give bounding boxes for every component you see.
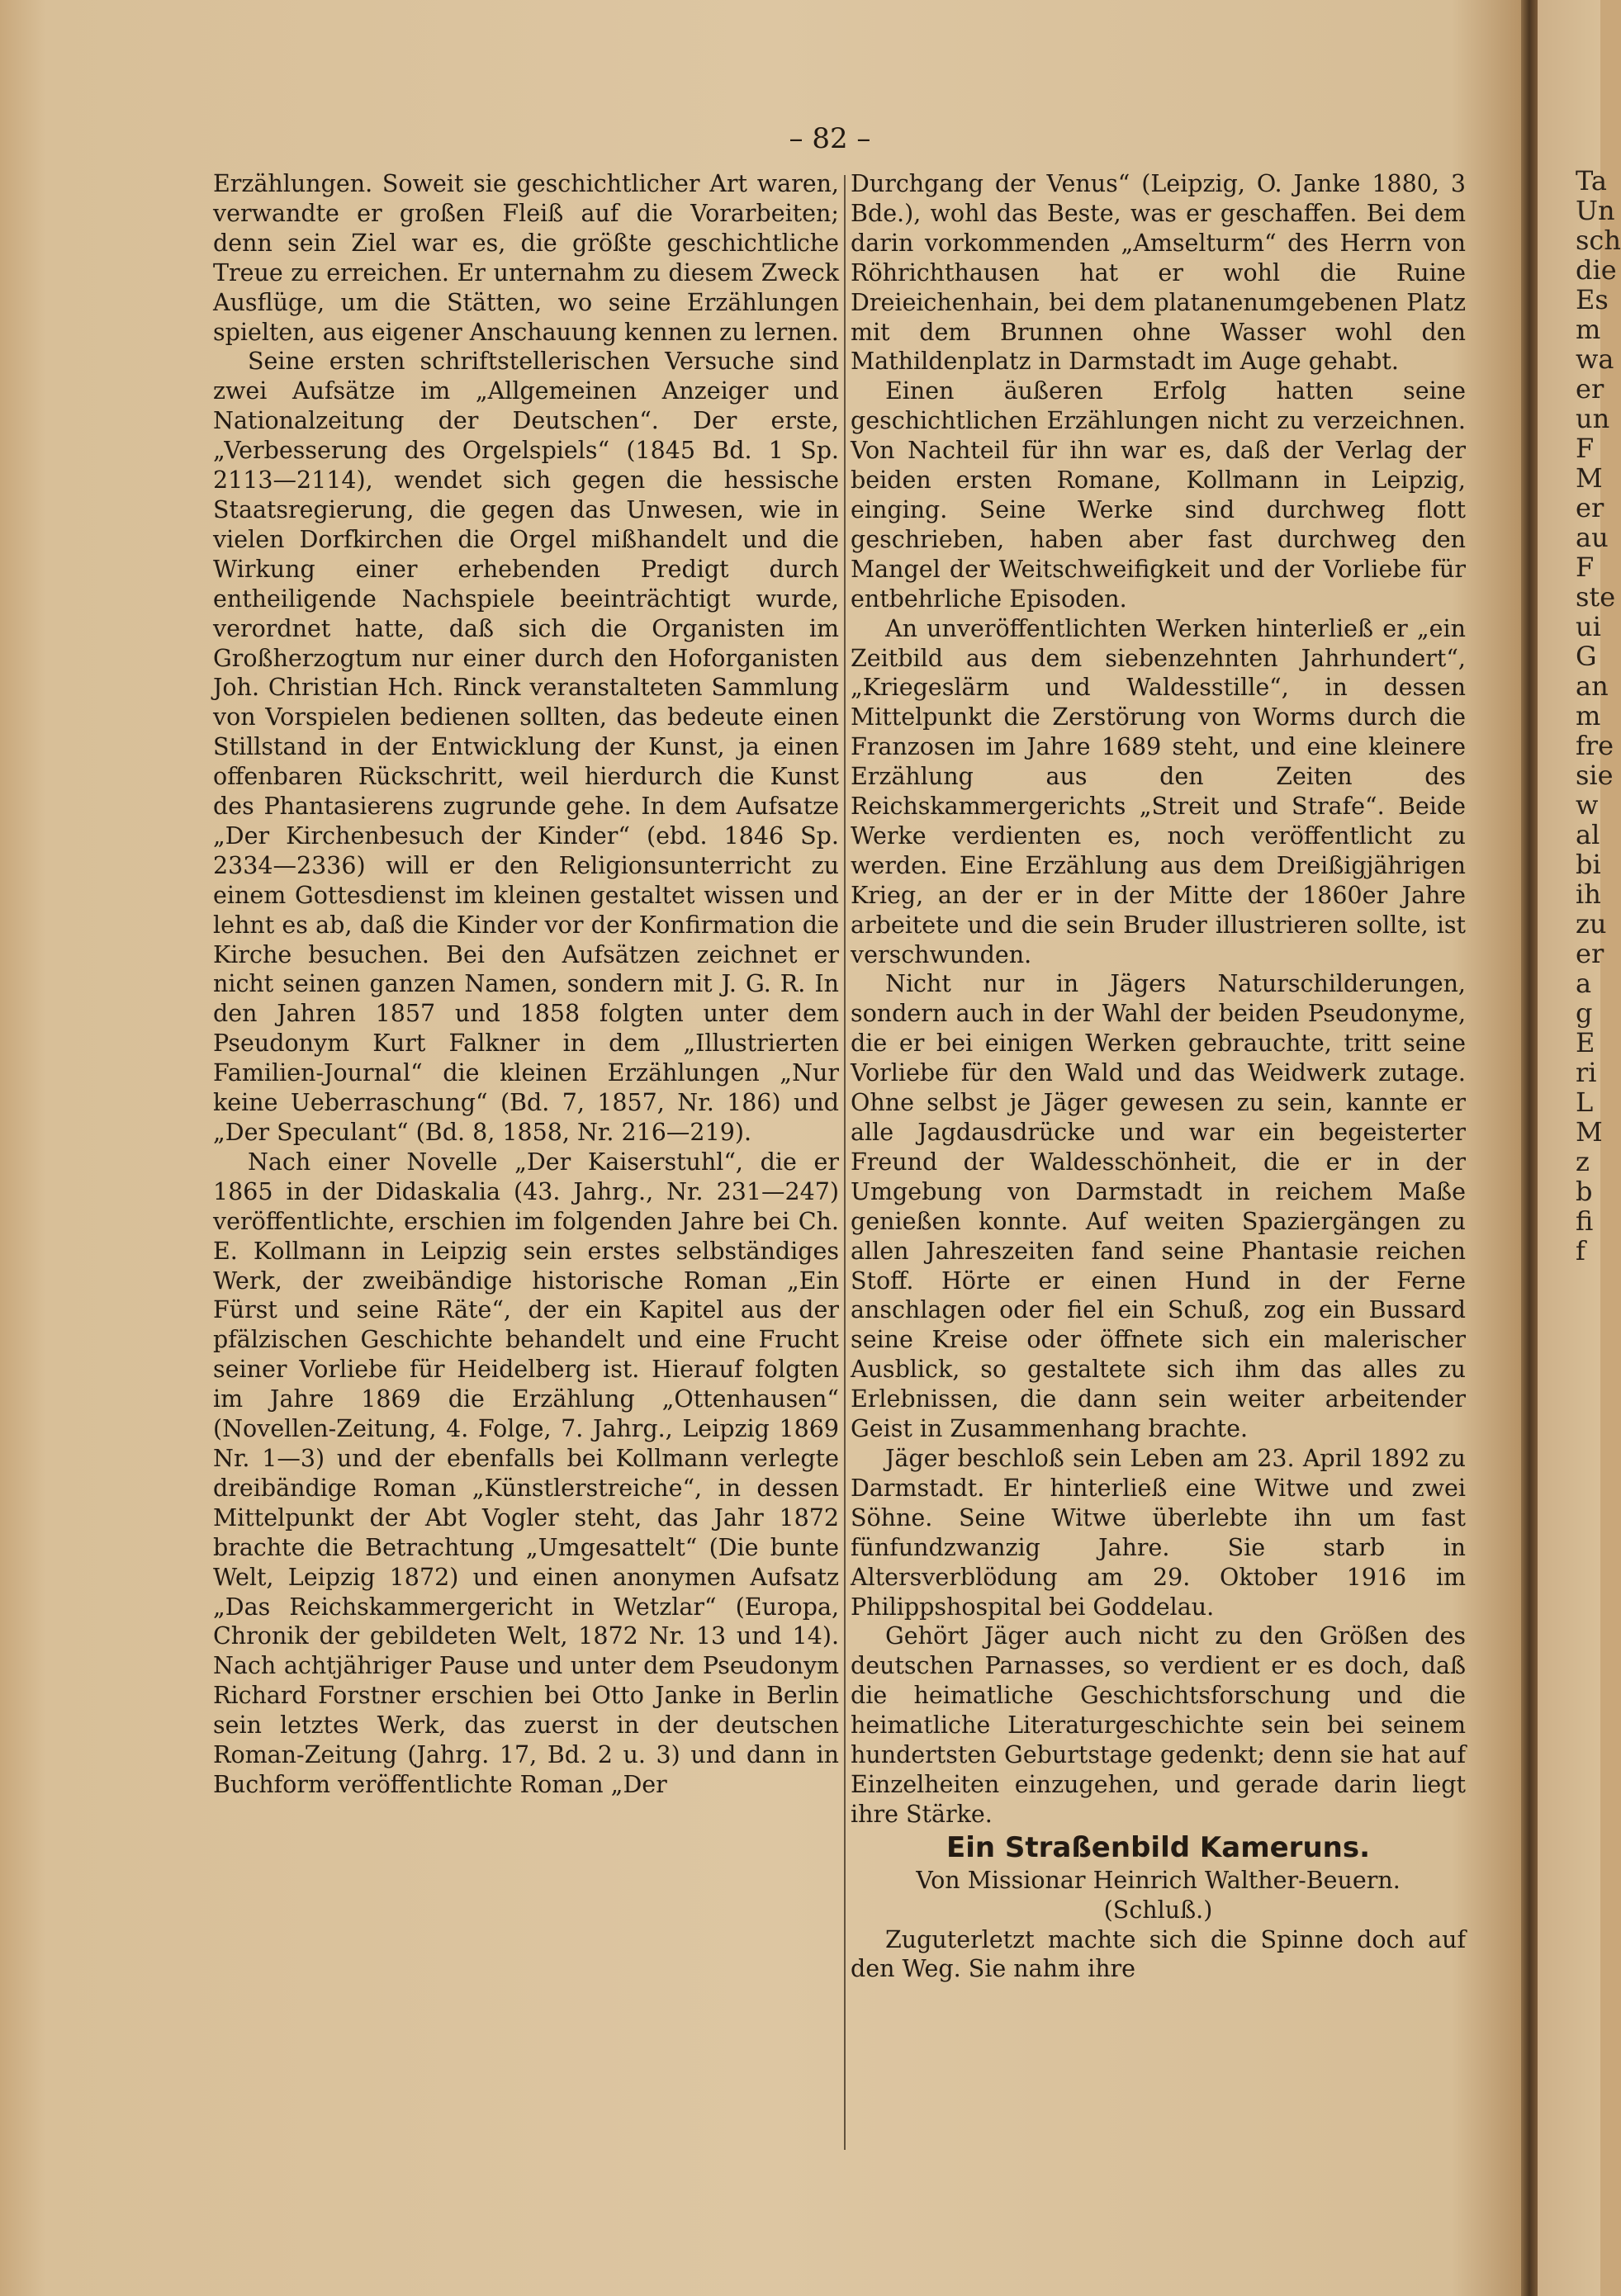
paragraph: Jäger beschloß sein Leben am 23. April 1892 zu Darmstadt. Er hinterließ eine Witwe und zwei Söhne. Seine Witwe überlebte ihn um fast fünfundzwanzig Jahre. Sie starb in Altersverblödung am 29. Oktober 1916 im Philippshospital bei Goddelau. (851, 1444, 1466, 1621)
adjacent-page-fragment: F (1576, 552, 1595, 583)
adjacent-page-fragment: an (1576, 670, 1609, 702)
paragraph: Durchgang der Venus“ (Leipzig, O. Janke 1880, 3 Bde.), wohl das Beste, was er geschaffen. Bei dem darin vorkommenden „Amselturm“ des Herrn von Röhrichthausen hat er wohl die Ruine Dreieichenhain, bei dem platanenumgebenen Platz mit dem Brunnen ohne Wasser wohl den Mathildenplatz in Darmstadt im Auge gehabt. (851, 170, 1466, 376)
adjacent-page-fragment: sie (1576, 760, 1614, 791)
article-byline: Von Missionar Heinrich Walther-Beuern. (916, 1866, 1401, 1894)
adjacent-page-fragment: Es (1576, 284, 1609, 315)
adjacent-page-fragment: er (1576, 938, 1604, 969)
adjacent-page-fragment: m (1576, 314, 1601, 345)
paragraph: Einen äußeren Erfolg hatten seine geschichtlichen Erzählungen nicht zu verzeichnen. Von Nachteil für ihn war es, daß der Verlag der beiden ersten Romane, Kollmann in Leipzig, einging. Seine Werke sind durchweg flott geschrieben, haben aber fast durchweg den Mangel der Weitschweifigkeit und der Vorliebe für entbehrliche Episoden. (851, 377, 1466, 613)
article-note: (Schluß.) (1103, 1896, 1213, 1924)
adjacent-page-fragment: die (1576, 254, 1617, 286)
adjacent-page-edge (1538, 0, 1621, 2296)
adjacent-page-fragment: w (1576, 789, 1599, 821)
adjacent-page-fragment: F (1576, 433, 1595, 464)
adjacent-page-fragment: Un (1576, 195, 1615, 226)
adjacent-page-fragment: er (1576, 373, 1604, 405)
paragraph: Nicht nur in Jägers Naturschilderungen, sondern auch in der Wahl der beiden Pseudonyme, die er bei einigen Werken gebrauchte, tritt seine Vorliebe für den Wald und das Weidwerk zutage. Ohne selbst je Jäger gewesen zu sein, kannte er alle Jagdausdrücke und war ein begeisterter Freund der Waldesschönheit, die er in der Umgebung von Darmstadt in reichem Maße genießen konnte. Auf weiten Spaziergängen zu allen Jahreszeiten fand seine Phantasie reichen Stoff. Hörte er einen Hund in der Ferne anschlagen oder fiel ein Schuß, zog ein Bussard seine Kreise oder öffnete sich ein malerischer Ausblick, so gestaltete sich ihm das alles zu Erlebnissen, die dann sein weiter arbeitender Geist in Zusammenhang brachte. (851, 970, 1466, 1443)
article-title: Ein Straßenbild Kameruns. (946, 1830, 1371, 1864)
adjacent-page-fragment: g (1576, 997, 1593, 1029)
paragraph: Nach einer Novelle „Der Kaiserstuhl“, die er 1865 in der Didaskalia (43. Jahrg., Nr. 231—247) veröffentlichte, erschien im folgenden Jahre bei Ch. E. Kollmann in Leipzig sein erstes selbständiges Werk, der zweibändige historische Roman „Ein Fürst und seine Räte“, der ein Kapitel aus der pfälzischen Geschichte behandelt und eine Frucht seiner Vorliebe für Heidelberg ist. Hierauf folgten im Jahre 1869 die Erzählung „Ottenhausen“ (Novellen-Zeitung, 4. Folge, 7. Jahrg., Leipzig 1869 Nr. 1—3) und der ebenfalls bei Kollmann verlegte dreibändige Roman „Künstlerstreiche“, in dessen Mittelpunkt der Abt Vogler steht, das Jahr 1872 brachte die Betrachtung „Umgesattelt“ (Die bunte Welt, Leipzig 1872) und einen anonymen Aufsatz „Das Reichskammergericht in Wetzlar“ (Europa, Chronik der gebildeten Welt, 1872 Nr. 13 und 14). Nach achtjähriger Pause und unter dem Pseudonym Richard Forstner erschien bei Otto Janke in Berlin sein letztes Werk, das zuerst in der deutschen Roman-Zeitung (Jahrg. 17, Bd. 2 u. 3) und dann in Buchform veröffentlichte Roman „Der (213, 1148, 839, 1798)
adjacent-page-fragment: a (1576, 968, 1592, 999)
adjacent-page-fragment: er (1576, 492, 1604, 523)
adjacent-page-fragment: zu (1576, 908, 1607, 940)
adjacent-page-fragment: bi (1576, 849, 1601, 880)
adjacent-page-fragment: b (1576, 1176, 1593, 1207)
adjacent-page-fragment: wa (1576, 343, 1614, 375)
paragraph: Gehört Jäger auch nicht zu den Größen des deutschen Parnasses, so verdient er es doch, daß die heimatliche Geschichtsforschung und die heimatliche Literaturgeschichte sein bei seinem hundertsten Geburtstage gedenkt; denn sie hat auf Einzelheiten einzugehen, und gerade darin liegt ihre Stärke. (851, 1622, 1466, 1828)
article-text: Zuguterletzt machte sich die Spinne doch auf den Weg. Sie nahm ihre (851, 1925, 1466, 1983)
column-divider (844, 175, 846, 2150)
adjacent-page-fragment: G (1576, 641, 1597, 672)
adjacent-page-fragment: ri (1576, 1057, 1597, 1088)
paragraph: Erzählungen. Soweit sie geschichtlicher Art waren, verwandte er großen Fleiß auf die Vorarbeiten; denn sein Ziel war es, die größte geschichtliche Treue zu erreichen. Er unternahm zu diesem Zweck Ausflüge, um die Stätten, wo seine Erzählungen spielten, aus eigener Anschauung kennen zu lernen. (213, 170, 839, 346)
paragraph: An unveröffentlichten Werken hinterließ er „ein Zeitbild aus dem siebenzehnten Jahrhundert“, „Kriegeslärm und Waldesstille“, in dessen Mittelpunkt die Zerstörung von Worms durch die Franzosen im Jahre 1689 steht, und eine kleinere Erzählung aus den Zeiten des Reichskammergerichts „Streit und Strafe“. Beide Werke verdienten es, noch veröffentlicht zu werden. Eine Erzählung aus dem Dreißigjährigen Krieg, an der er in der Mitte der 1860er Jahre arbeitete und die sein Bruder illustrieren sollte, ist verschwunden. (851, 614, 1466, 968)
adjacent-page-fragment: al (1576, 819, 1600, 850)
adjacent-page-fragment: au (1576, 522, 1609, 553)
left-column (213, 169, 839, 1800)
adjacent-page-fragment: sch (1576, 225, 1621, 256)
adjacent-page-fragment: M (1576, 462, 1603, 494)
book-gutter (1521, 0, 1538, 2296)
adjacent-page-fragment: ste (1576, 581, 1616, 613)
adjacent-page-fragment: un (1576, 403, 1610, 434)
adjacent-page-fragment: f (1576, 1235, 1585, 1266)
adjacent-page-fragment: z (1576, 1146, 1590, 1177)
page-number: – 82 – (789, 122, 871, 155)
adjacent-page-fragment: m (1576, 700, 1601, 731)
adjacent-page-fragment: ui (1576, 611, 1601, 642)
right-column (851, 169, 1466, 1984)
adjacent-page-fragment: L (1576, 1086, 1594, 1118)
adjacent-page-fragment: fre (1576, 730, 1614, 761)
adjacent-page-fragment: fi (1576, 1205, 1594, 1237)
paragraph: Seine ersten schriftstellerischen Versuche sind zwei Aufsätze im „Allgemeinen Anzeiger und Nationalzeitung der Deutschen“. Der erste, „Verbesserung des Orgelspiels“ (1845 Bd. 1 Sp. 2113—2114), wendet sich gegen die hessische Staatsregierung, die gegen das Unwesen, wie in vielen Dorfkirchen die Orgel mißhandelt und die Wirkung einer erhebenden Predigt durch entheiligende Nachspiele beeinträchtigt wurde, verordnet hatte, daß sich die Organisten im Großherzogtum nur einer durch den Hoforganisten Joh. Christian Hch. Rinck veranstalteten Sammlung von Vorspielen bedienen sollten, das bedeute einen Stillstand in der Entwicklung der Kunst, ja einen offenbaren Rückschritt, weil hierdurch die Kunst des Phantasierens zugrunde gehe. In dem Aufsatze „Der Kirchenbesuch der Kinder“ (ebd. 1846 Sp. 2334—2336) will er den Religionsunterricht zu einem Gottesdienst im kleinen gestaltet wissen und lehnt es ab, daß die Kinder vor der Konfirmation die Kirche besuchen. Bei den Aufsätzen zeichnet er nicht seinen ganzen Namen, sondern mit J. G. R. In den Jahren 1857 und 1858 folgten unter dem Pseudonym Kurt Falkner in dem „Illustrierten Familien-Journal“ die kleinen Erzählungen „Nur keine Ueberraschung“ (Bd. 7, 1857, Nr. 186) und „Der Speculant“ (Bd. 8, 1858, Nr. 216—219). (213, 348, 839, 1146)
adjacent-page-fragment: M (1576, 1116, 1603, 1148)
adjacent-page-fragment: Ta (1576, 165, 1607, 196)
adjacent-page-fragment: ih (1576, 878, 1601, 910)
adjacent-page-fragment: E (1576, 1027, 1595, 1058)
